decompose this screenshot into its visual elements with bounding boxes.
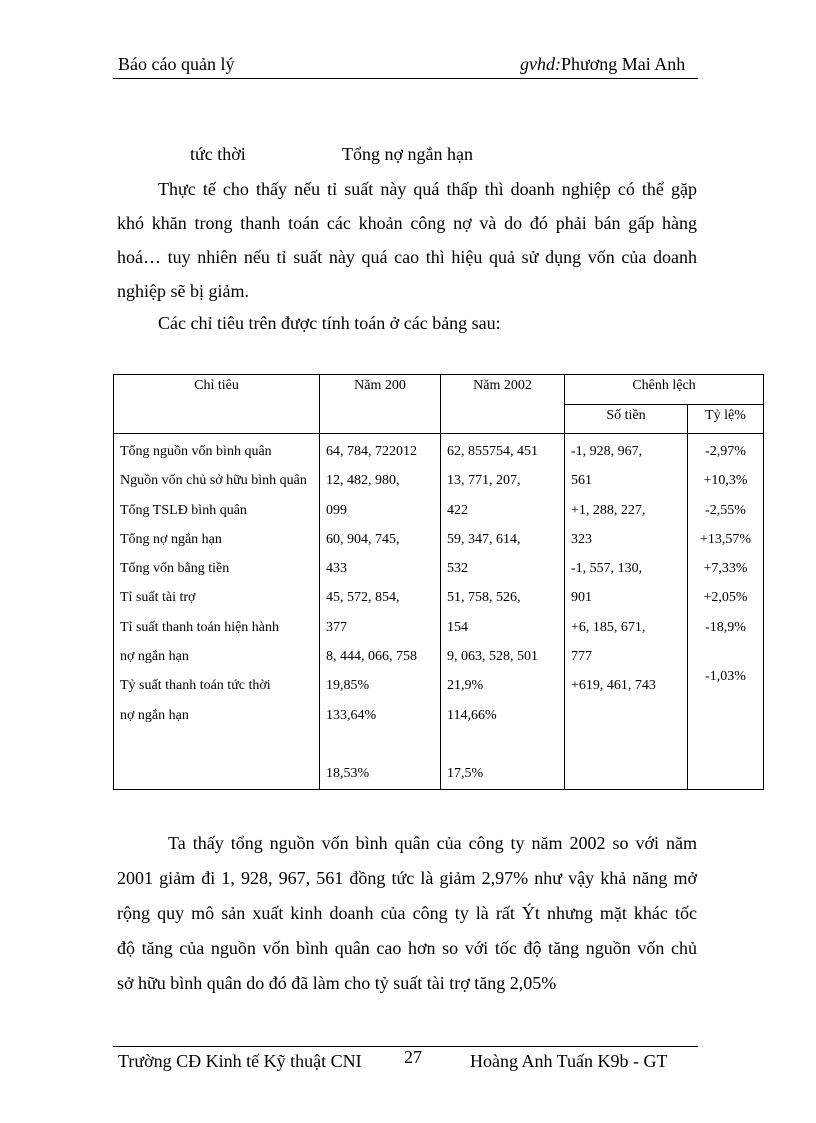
table-cell: +13,57%	[699, 531, 752, 547]
intro-line: khó khăn trong thanh toán các khoản công nợ và do đó phải bán gấp hàng	[117, 213, 697, 233]
header-advisor-name: Phương Mai Anh	[560, 54, 686, 74]
formula-right: Tổng nợ ngắn hạn	[342, 144, 473, 164]
intro-line: nghiệp sẽ bị giảm.	[117, 281, 249, 301]
table-cell: +2,05%	[703, 590, 748, 606]
table-cell: -1, 928, 967,	[571, 444, 643, 459]
table-cell: nợ ngắn hạn	[120, 649, 189, 665]
table-cell: 154	[447, 619, 468, 635]
header-left: Báo cáo quản lý	[118, 54, 235, 74]
table-cell: 422	[447, 502, 468, 518]
table-cell: Tỷ suất thanh toán tức thời	[120, 678, 271, 694]
table-cell: 59, 347, 614,	[447, 531, 521, 547]
table-cell: Tổng nguồn vốn bình quân	[120, 444, 272, 459]
indicator-column	[114, 434, 320, 790]
table-cell: 114,66%	[447, 707, 497, 723]
conclusion-paragraph	[117, 826, 697, 1001]
table-cell: -1, 557, 130,	[571, 561, 643, 577]
table-cell: 60, 904, 745,	[326, 531, 400, 547]
table-cell: 8, 444, 066, 758	[326, 649, 417, 665]
table-cell	[320, 730, 440, 759]
header-year-b: Năm 2002	[441, 375, 565, 434]
table-cell: Tổng TSLĐ bình quân	[120, 502, 247, 518]
table-cell: 561	[571, 473, 592, 489]
intro-line: hoá… tuy nhiên nếu tỉ suất này quá cao thì hiệu quả sử dụng vốn của doanh	[117, 247, 697, 267]
header-rule	[113, 78, 698, 79]
conclusion-line: Ta thấy tổng nguồn vốn bình quân của công ty năm 2002 so với năm	[168, 833, 697, 853]
table-cell: 19,85%	[326, 678, 370, 694]
intro-line: Thực tế cho thấy nếu tỉ suất này quá thấp thì doanh nghiệp có thể gặp	[158, 179, 697, 199]
table-cell: 532	[447, 561, 468, 577]
year-b-column	[441, 434, 565, 790]
page-number: 27	[404, 1047, 422, 1067]
year-a-column	[320, 434, 441, 790]
table-cell: Tổng nợ ngắn hạn	[120, 531, 222, 547]
table-cell: +619, 461, 743	[571, 678, 656, 694]
table-cell: 377	[326, 619, 347, 635]
table-cell: 433	[326, 561, 347, 577]
table-cell: 45, 572, 854,	[326, 590, 400, 606]
table-cell: 51, 758, 526,	[447, 590, 521, 606]
header-indicator: Chỉ tiêu	[114, 375, 320, 434]
table-cell: 12, 482, 980,	[326, 473, 400, 489]
table-cell: 133,64%	[326, 707, 377, 723]
table-cell: 323	[571, 531, 592, 547]
conclusion-line: 2001 giảm đi 1, 928, 967, 561 đồng tức là giảm 2,97% như vậy khả năng mở	[117, 868, 697, 888]
amount-column	[565, 434, 688, 790]
table-cell: 099	[326, 502, 347, 518]
table-cell	[688, 642, 763, 662]
table-cell	[441, 730, 564, 759]
table-cell: 18,53%	[326, 766, 370, 782]
table-cell: 9, 063, 528, 501	[447, 649, 538, 665]
table-cell: -2,97%	[705, 444, 746, 459]
header-year-a: Năm 200	[320, 375, 441, 434]
data-table	[113, 374, 764, 790]
conclusion-line: độ tăng của nguồn vốn bình quân cao hơn so với tốc độ tăng nguồn vốn chủ	[117, 938, 697, 958]
table-cell: -2,55%	[705, 502, 746, 518]
table-cell: 64, 784, 722012	[326, 444, 417, 459]
table-cell: 17,5%	[447, 766, 484, 782]
table-cell: +6, 185, 671,	[571, 619, 646, 635]
table-cell: -18,9%	[705, 619, 746, 635]
header-ratio: Tỷ lệ%	[688, 405, 764, 434]
header-right	[520, 54, 685, 75]
table-cell: +1, 288, 227,	[571, 502, 646, 518]
conclusion-line: rộng quy mô sản xuất kinh doanh của công ty là rất Ýt nhưng mặt khác tốc	[117, 903, 697, 923]
table-cell: 901	[571, 590, 592, 606]
footer-school: Trường CĐ Kinh tế Kỹ thuật CNI	[118, 1051, 362, 1071]
conclusion-line: sở hữu bình quân do đó đã làm cho tỷ suất tài trợ tăng 2,05%	[117, 973, 557, 993]
ratio-column	[688, 434, 764, 790]
intro-paragraph	[117, 172, 697, 308]
formula-left: tức thời	[190, 144, 246, 164]
table-cell: 62, 855754, 451	[447, 444, 538, 459]
table-cell: -1,03%	[705, 669, 746, 685]
table-cell: +10,3%	[703, 473, 748, 489]
table-cell: 21,9%	[447, 678, 484, 694]
table-cell: 13, 771, 207,	[447, 473, 521, 489]
table-cell: Nguồn vốn chủ sở hữu bình quân	[120, 473, 307, 489]
table-cell: nợ ngắn hạn	[120, 707, 189, 723]
table-cell: +7,33%	[703, 561, 748, 577]
footer-author: Hoàng Anh Tuấn K9b - GT	[470, 1051, 668, 1071]
table-intro: Các chỉ tiêu trên được tính toán ở các bảng sau:	[158, 313, 501, 333]
header-advisor-label: gvhd:	[520, 54, 561, 74]
table-cell: Tỉ suất tài trợ	[120, 590, 196, 606]
header-difference: Chênh lệch	[565, 375, 764, 405]
table-cell: Tỉ suất thanh toán hiện hành	[120, 619, 280, 635]
header-amount: Số tiền	[565, 405, 688, 434]
table-cell: 777	[571, 649, 592, 665]
table-cell: Tổng vốn bằng tiền	[120, 561, 230, 577]
